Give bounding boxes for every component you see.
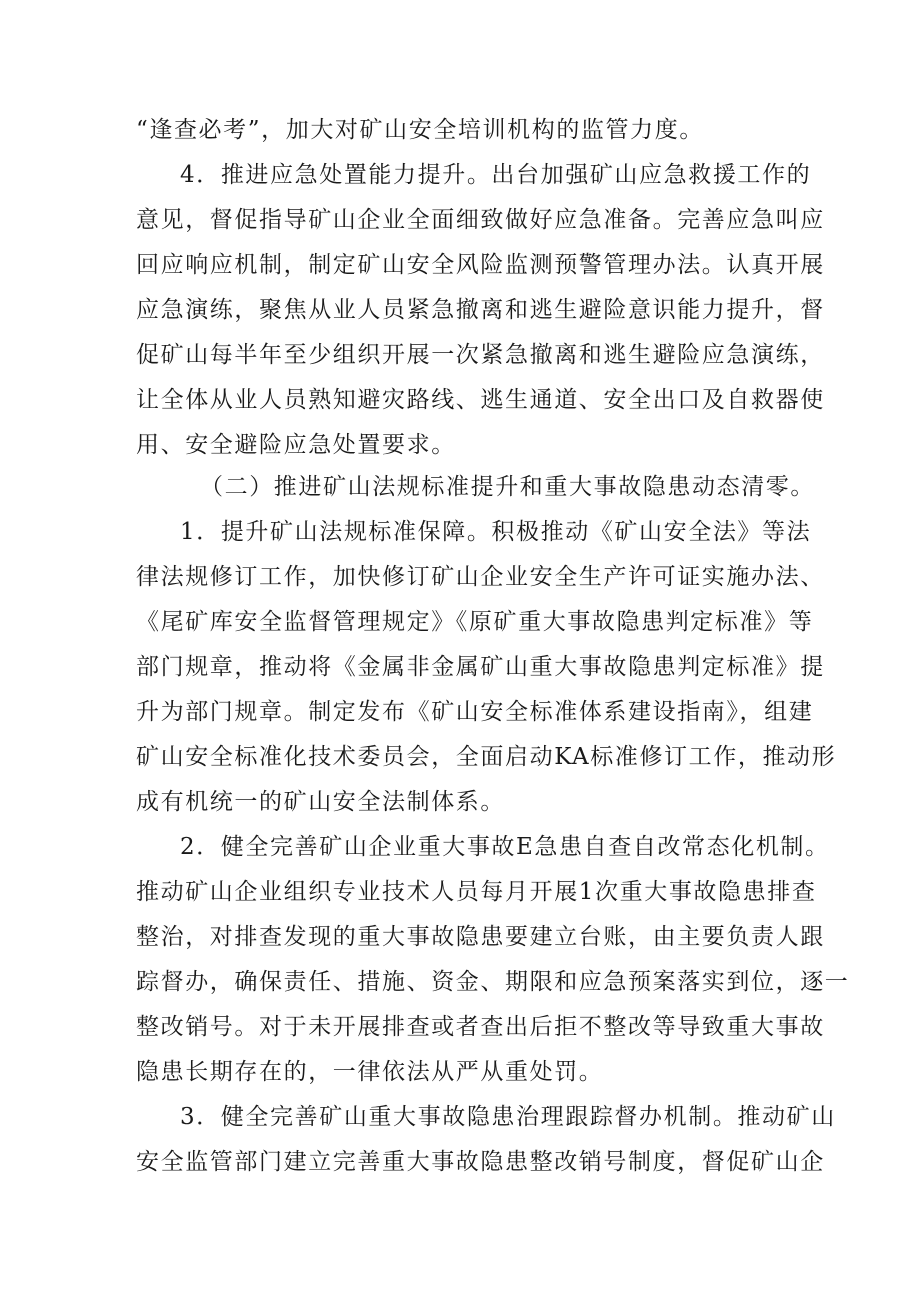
text-line: 推动矿山企业组织专业技术人员每月开展1次重大事故隐患排查 xyxy=(136,879,817,905)
text-line: 2．健全完善矿山企业重大事故E急患自查自改常态化机制。 xyxy=(180,834,830,860)
text-line: “逢查必考”，加大对矿山安全培训机构的监管力度。 xyxy=(136,117,704,143)
text-line: 律法规修订工作，加快修订矿山企业安全生产许可证实施办法、 xyxy=(136,564,825,590)
text-line: 踪督办，确保责任、措施、资金、期限和应急预案落实到位，逐一 xyxy=(136,969,850,995)
text-line: 整治，对排查发现的重大事故隐患要建立台账，由主要负责人跟 xyxy=(136,924,825,950)
text-line: 用、安全避险应急处置要求。 xyxy=(136,432,456,458)
text-line: 隐患长期存在的，一律依法从严从重处罚。 xyxy=(136,1059,604,1085)
text-line: 回应响应机制，制定矿山安全风险监测预警管理办法。认真开展 xyxy=(136,252,825,278)
section-heading: （二）推进矿山法规标准提升和重大事故隐患动态清零。 xyxy=(200,474,815,500)
text-line: 意见，督促指导矿山企业全面细致做好应急准备。完善应急叫应 xyxy=(136,207,825,233)
text-line: 整改销号。对于未开展排查或者查出后拒不整改等导致重大事故 xyxy=(136,1014,825,1040)
text-line: 促矿山每半年至少组织开展一次紧急撤离和逃生避险应急演练， xyxy=(136,342,825,368)
text-line: 应急演练，聚焦从业人员紧急撤离和逃生避险意识能力提升，督 xyxy=(136,297,825,323)
text-line: 1．提升矿山法规标准保障。积极推动《矿山安全法》等法 xyxy=(180,519,812,545)
text-line: 部门规章，推动将《金属非金属矿山重大事故隐患判定标准》提 xyxy=(136,654,825,680)
text-line: 《尾矿库安全监督管理规定》《原矿重大事故隐患判定标准》等 xyxy=(136,609,814,635)
text-line: 3．健全完善矿山重大事故隐患治理跟踪督办机制。推动矿山 xyxy=(180,1104,836,1130)
text-line: 4．推进应急处置能力提升。出台加强矿山应急救援工作的 xyxy=(180,162,812,188)
text-line: 升为部门规章。制定发布《矿山安全标准体系建设指南》，组建 xyxy=(136,699,814,725)
text-line: 让全体从业人员熟知避灾路线、逃生通道、安全出口及自救器使 xyxy=(136,387,825,413)
text-line: 安全监管部门建立完善重大事故隐患整改销号制度，督促矿山企 xyxy=(136,1149,825,1175)
text-line: 成有机统一的矿山安全法制体系。 xyxy=(136,789,505,815)
text-line: 矿山安全标准化技术委员会，全面启动KA标准修订工作，推动形 xyxy=(136,744,837,770)
